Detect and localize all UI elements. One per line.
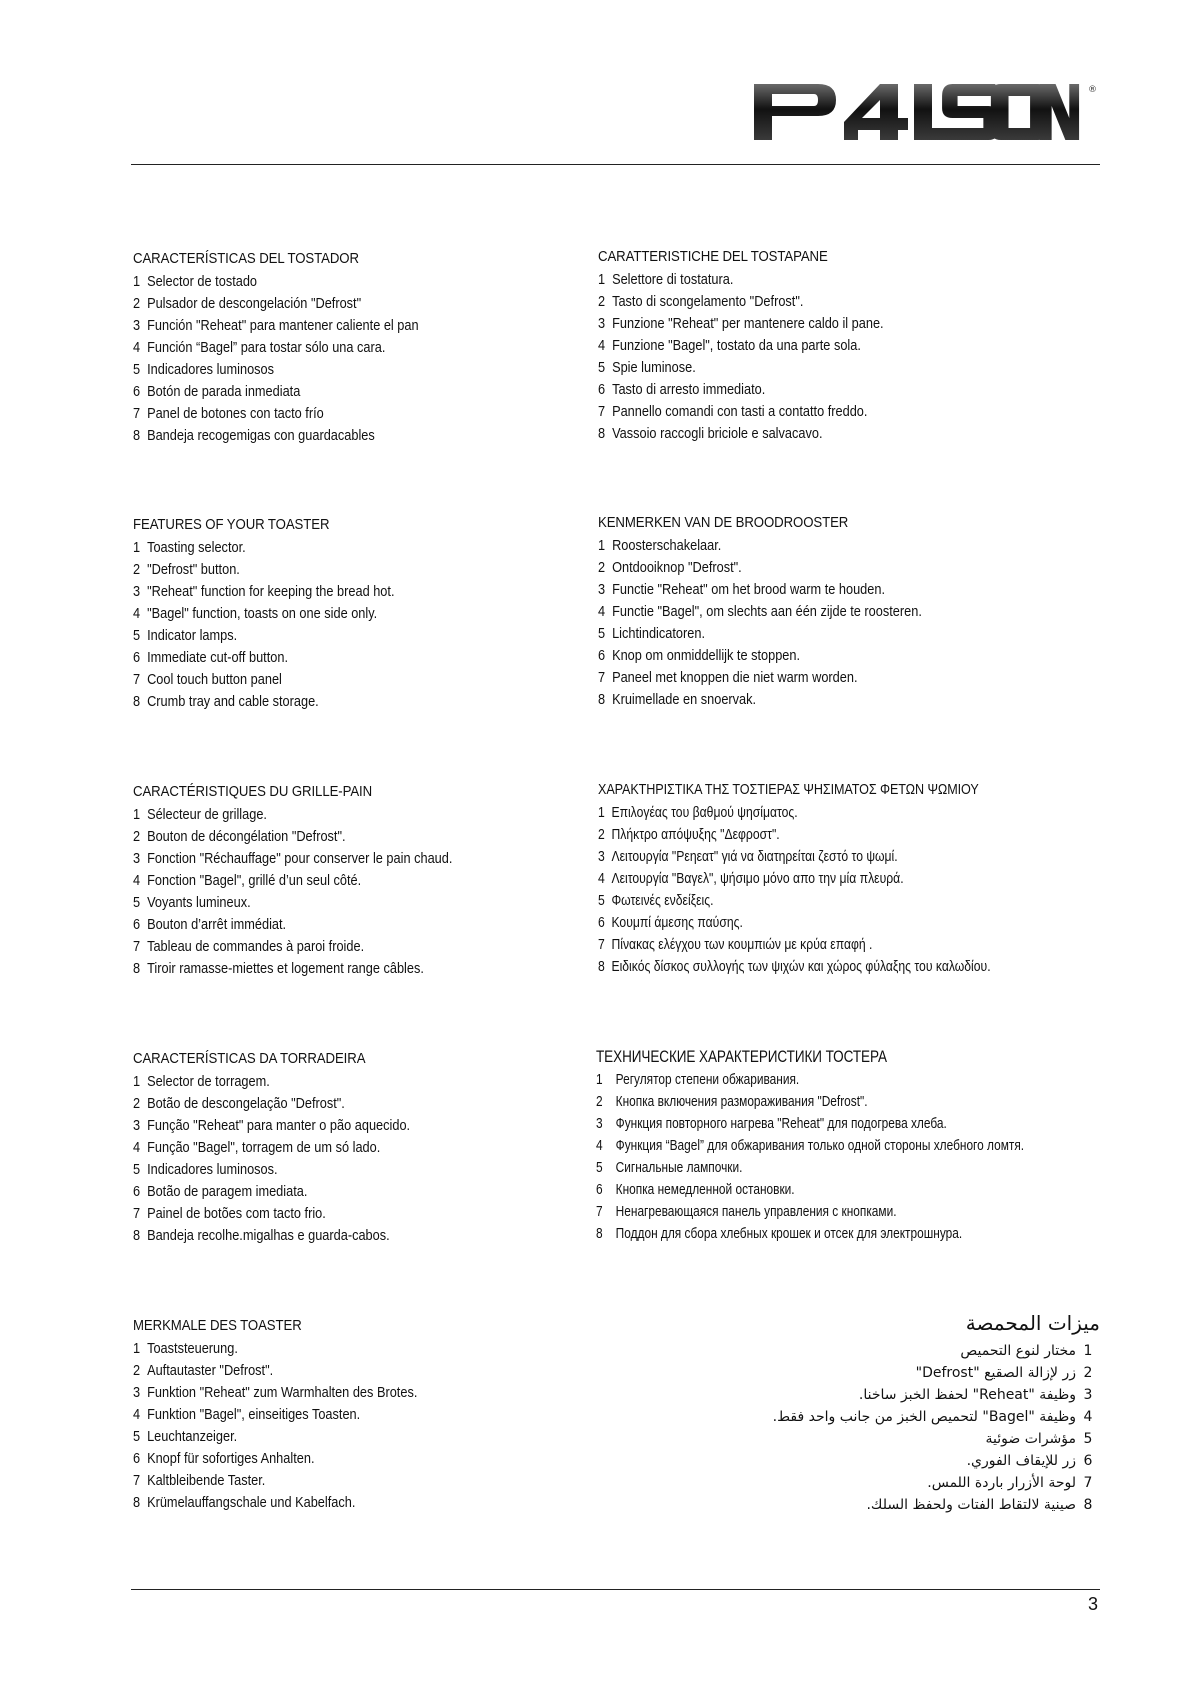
list-item: 2 Bouton de décongélation "Defrost". [133, 829, 346, 845]
list-item: 4 Funktion "Bagel", einseitiges Toasten. [133, 1407, 361, 1423]
list-item: 2 Кнопка включения размораживания "Defrost". [596, 1094, 868, 1110]
section-title: KENMERKEN VAN DE BROODROOSTER [598, 514, 849, 531]
palson-logo [748, 78, 1098, 148]
list-item: 5 Indicadores luminosos. [133, 1162, 278, 1178]
list-item: 7 Panel de botones con tacto frío [133, 406, 324, 422]
feature-list [598, 269, 1056, 445]
section-title: FEATURES OF YOUR TOASTER [133, 516, 330, 533]
list-item: 8 Kruimellade en snoervak. [598, 692, 757, 708]
section-title: ТЕХНИЧЕСКИЕ ХАРАКТЕРИСТИКИ ТОСТЕРА [596, 1048, 887, 1066]
list-item: 6 Botón de parada inmediata [133, 384, 301, 400]
list-item: 4 Função "Bagel", torragem de um só lado. [133, 1140, 381, 1156]
list-item: 2 Pulsador de descongelación "Defrost" [133, 296, 362, 312]
list-item: 2 زر لإزالة الصقيع "Defrost" [915, 1365, 1093, 1381]
list-item: 3 Funzione "Reheat" per mantenere caldo il pane. [598, 316, 884, 332]
section-title: CARATTERISTICHE DEL TOSTAPANE [598, 248, 828, 265]
list-item: 7 Kaltbleibende Taster. [133, 1473, 266, 1489]
list-item: 1 Selector de torragem. [133, 1074, 270, 1090]
section-title: CARACTERÍSTICAS DEL TOSTADOR [133, 250, 359, 267]
list-item: 4 وظيفة "Bagel" لتحميص الخبز من جانب واحد فقط. [772, 1409, 1093, 1425]
list-item: 2 Botão de descongelação "Defrost". [133, 1096, 345, 1112]
list-item: 4 Fonction "Bagel", grillé d’un seul côté. [133, 873, 362, 889]
section-italian [598, 246, 1118, 445]
list-item: 6 Immediate cut-off button. [133, 650, 288, 666]
footer-divider [131, 1589, 1100, 1590]
list-item: 4 Functie "Bagel", om slechts aan één zijde te roosteren. [598, 604, 922, 620]
list-item: 3 "Reheat" function for keeping the bread hot. [133, 584, 395, 600]
list-item: 7 Cool touch button panel [133, 672, 282, 688]
list-item: 2 Ontdooiknop "Defrost". [598, 560, 742, 576]
list-item: 1 مختار لنوع التحميص [960, 1343, 1093, 1359]
list-item: 5 Voyants lumineux. [133, 895, 251, 911]
section-title: ΧΑΡΑΚΤΗΡΙΣΤΙΚΑ ΤΗΣ ΤΟΣΤΙΕΡΑΣ ΨΗΣΙΜΑΤΟΣ ΦΕΤΩΝ ΨΩΜΙΟΥ [598, 781, 979, 798]
list-item: 6 Tasto di arresto immediato. [598, 382, 766, 398]
section-german [133, 1315, 603, 1514]
feature-list [133, 271, 547, 447]
feature-list [133, 1071, 547, 1247]
list-item: 4 Λειτουργία "Βαγελ", ψήσιμο μόνο απο την μία πλευρά. [598, 871, 904, 887]
list-item: 2 Πλήκτρο απόψυξης "Δεφροστ". [598, 827, 780, 843]
list-item: 5 مؤشرات ضوئية [985, 1431, 1093, 1447]
feature-list [133, 1338, 547, 1514]
list-item: 1 Επιλογέας του βαθμού ψησίματος. [598, 805, 798, 821]
list-item: 3 Função "Reheat" para manter o pão aquecido. [133, 1118, 411, 1134]
section-english [133, 514, 603, 713]
list-item: 4 Функция “Bagel” для обжаривания только одной стороны хлебного ломтя. [596, 1138, 1025, 1154]
section-title: CARACTERÍSTICAS DA TORRADEIRA [133, 1050, 366, 1067]
list-item: 4 Funzione "Bagel", tostato da una parte sola. [598, 338, 861, 354]
list-item: 8 Tiroir ramasse-miettes et logement range câbles. [133, 961, 424, 977]
list-item: 4 "Bagel" function, toasts on one side only. [133, 606, 378, 622]
list-item: 3 Функция повторного нагрева "Reheat" для подогрева хлеба. [596, 1116, 947, 1132]
list-item: 5 Сигнальные лампочки. [596, 1160, 743, 1176]
section-portuguese [133, 1048, 603, 1247]
list-item: 1 Selettore di tostatura. [598, 272, 734, 288]
section-arabic [580, 1308, 1100, 1516]
list-item: 5 Indicator lamps. [133, 628, 238, 644]
section-spanish [133, 248, 603, 447]
feature-list [580, 1340, 1100, 1516]
list-item: 2 Auftautaster "Defrost". [133, 1363, 274, 1379]
list-item: 7 لوحة الأزرار باردة اللمس. [927, 1475, 1093, 1491]
list-item: 1 Toasting selector. [133, 540, 246, 556]
list-item: 5 Leuchtanzeiger. [133, 1429, 238, 1445]
list-item: 5 Lichtindicatoren. [598, 626, 706, 642]
feature-list [596, 1069, 1025, 1245]
section-french [133, 781, 603, 980]
list-item: 5 Spie luminose. [598, 360, 696, 376]
list-item: 7 Pannello comandi con tasti a contatto freddo. [598, 404, 868, 420]
list-item: 8 Ειδικός δίσκος συλλογής των ψιχών και χώρος φύλαξης του καλωδίου. [598, 959, 991, 975]
list-item: 8 Crumb tray and cable storage. [133, 694, 319, 710]
list-item: 7 Painel de botões com tacto frio. [133, 1206, 326, 1222]
list-item: 7 Πίνακας ελέγχου των κουμπιών με κρύα επαφή . [598, 937, 873, 953]
list-item: 6 Bouton d’arrêt immédiat. [133, 917, 287, 933]
list-item: 3 Λειτουργία "Ρεηεατ" γιά να διατηρείται ζεστό το ψωμί. [598, 849, 898, 865]
palson-logo-graphic [748, 78, 1098, 148]
section-title: MERKMALE DES TOASTER [133, 1317, 302, 1334]
list-item: 7 Ненагревающаяся панель управления с кнопками. [596, 1204, 897, 1220]
list-item: 7 Tableau de commandes à paroi froide. [133, 939, 365, 955]
list-item: 1 Регулятор степени обжаривания. [596, 1072, 800, 1088]
page-number: 3 [1087, 1594, 1098, 1614]
list-item: 3 وظيفة "Reheat" لحفظ الخبز ساخنا. [858, 1387, 1093, 1403]
list-item: 8 Bandeja recogemigas con guardacables [133, 428, 375, 444]
list-item: 2 "Defrost" button. [133, 562, 240, 578]
list-item: 8 Vassoio raccogli briciole e salvacavo. [598, 426, 823, 442]
list-item: 6 Кнопка немедленной остановки. [596, 1182, 795, 1198]
list-item: 6 زر للإيقاف الفوري. [966, 1453, 1093, 1469]
list-item: 8 Bandeja recolhe.migalhas e guarda-cabos. [133, 1228, 390, 1244]
list-item: 8 Поддон для сбора хлебных крошек и отсек для электрошнура. [596, 1226, 963, 1242]
list-item: 6 Knop om onmiddellijk te stoppen. [598, 648, 801, 664]
header-divider [131, 164, 1100, 165]
section-russian [596, 1046, 1116, 1245]
feature-list [133, 804, 547, 980]
feature-list [598, 535, 1056, 711]
list-item: 8 صينية لالتقاط الفتات ولحفظ السلك. [866, 1497, 1093, 1513]
feature-list [133, 537, 547, 713]
section-dutch [598, 512, 1118, 711]
list-item: 7 Paneel met knoppen die niet warm worden. [598, 670, 858, 686]
list-item: 6 Botão de paragem imediata. [133, 1184, 308, 1200]
list-item: 3 Fonction "Réchauffage" pour conserver le pain chaud. [133, 851, 453, 867]
list-item: 1 Selector de tostado [133, 274, 258, 290]
section-title: CARACTÉRISTIQUES DU GRILLE-PAIN [133, 783, 373, 800]
section-greek [598, 779, 1118, 978]
list-item: 3 Funktion "Reheat" zum Warmhalten des Brotes. [133, 1385, 418, 1401]
list-item: 2 Tasto di scongelamento "Defrost". [598, 294, 804, 310]
list-item: 3 Función "Reheat" para mantener caliente el pan [133, 318, 419, 334]
list-item: 5 Φωτεινές ενδείξεις. [598, 893, 714, 909]
list-item: 6 Knopf für sofortiges Anhalten. [133, 1451, 315, 1467]
list-item: 1 Roosterschakelaar. [598, 538, 722, 554]
feature-list [598, 802, 1035, 978]
list-item: 6 Κουμπί άμεσης παύσης. [598, 915, 743, 931]
list-item: 3 Functie "Reheat" om het brood warm te houden. [598, 582, 886, 598]
list-item: 4 Función “Bagel” para tostar sólo una cara. [133, 340, 386, 356]
registered-mark: ® [1088, 85, 1097, 95]
list-item: 1 Sélecteur de grillage. [133, 807, 267, 823]
list-item: 1 Toaststeuerung. [133, 1341, 238, 1357]
list-item: 5 Indicadores luminosos [133, 362, 275, 378]
section-title: ميزات المحمصة [965, 1311, 1100, 1335]
list-item: 8 Krümelauffangschale und Kabelfach. [133, 1495, 356, 1511]
